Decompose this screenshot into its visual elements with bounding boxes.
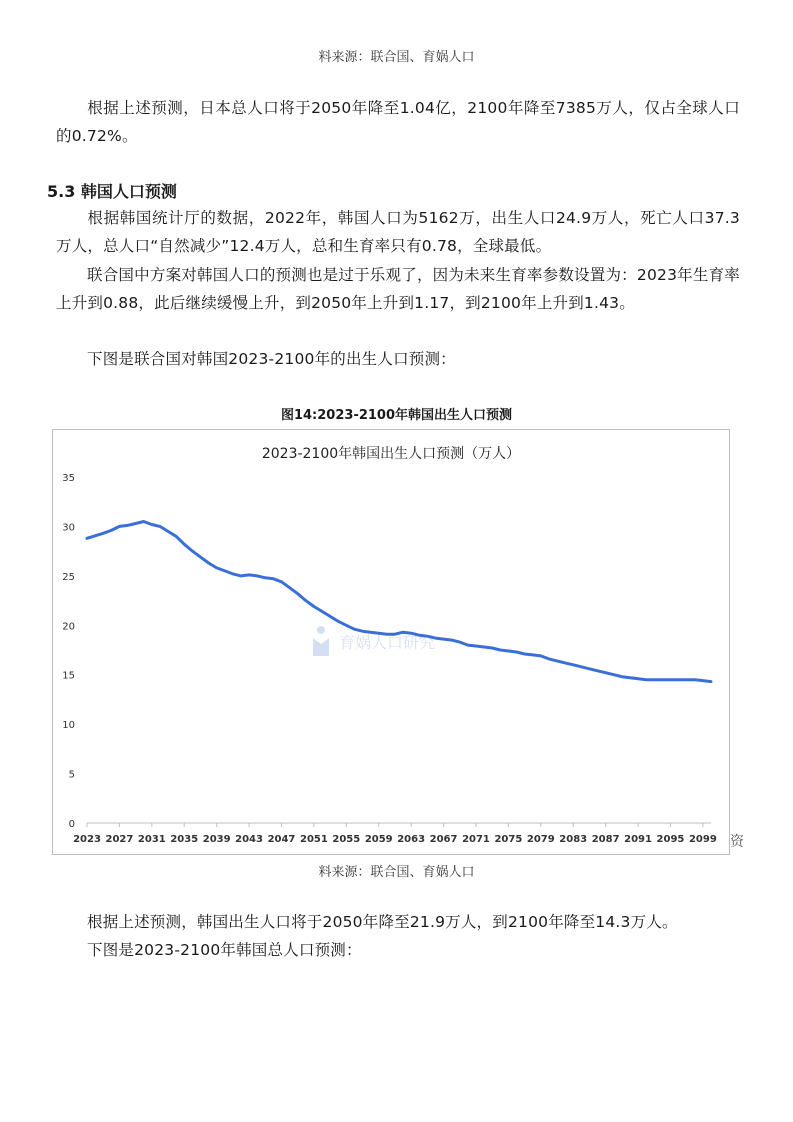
x-tick-label-2079: 2079 [526, 834, 555, 845]
x-tick-label-2067: 2067 [429, 834, 458, 845]
section-heading-korea: 5.3 韩国人口预测 [47, 182, 177, 201]
chart-title: 2023-2100年韩国出生人口预测（万人） [261, 446, 521, 462]
x-tick-label-2047: 2047 [267, 834, 296, 845]
x-tick-label-2071: 2071 [462, 834, 490, 845]
x-tick-label-2035: 2035 [170, 834, 199, 845]
paragraph-japan-text: 根据上述预测，日本总人口将于2050年降至1.04亿，2100年降至7385万人，仅占全球人口的0.72%。 [56, 99, 740, 145]
paragraph-un-forecast [56, 261, 740, 317]
x-tick-label-2051: 2051 [299, 834, 328, 845]
y-tick-label-20: 20 [62, 621, 75, 633]
x-tick-label-2087: 2087 [591, 834, 620, 845]
paragraph-un-forecast-text: 联合国中方案对韩国人口的预测也是过于乐观了，因为未来生育率参数设置为：2023年生育率上升到0.88，此后继续缓慢上升，到2050年上升到1.17，到2100年上升到1.43。 [56, 266, 740, 312]
y-tick-label-10: 10 [62, 720, 75, 732]
x-tick-label-2083: 2083 [559, 834, 588, 845]
y-tick-label-15: 15 [62, 670, 75, 682]
paragraph-chart-intro-text: 下图是联合国对韩国2023-2100年的出生人口预测： [87, 350, 456, 368]
y-tick-label-0: 0 [68, 819, 75, 830]
bottom-source-note: 料来源：联合国、育娲人口 [318, 865, 475, 880]
x-tick-label-2031: 2031 [137, 834, 166, 845]
y-tick-label-25: 25 [62, 571, 75, 583]
paragraph-korea-stats-text: 根据韩国统计厅的数据，2022年，韩国人口为5162万，出生人口24.9万人，死亡人口37.3万人，总人口“自然减少”12.4万人，总和生育率只有0.78，全球最低。 [56, 209, 740, 255]
series-line-birth-population [87, 522, 711, 682]
x-tick-label-2039: 2039 [202, 834, 231, 845]
y-tick-label-30: 30 [62, 522, 75, 534]
x-tick-label-2075: 2075 [494, 834, 523, 845]
paragraph-korea-stats [56, 204, 740, 260]
x-tick-label-2091: 2091 [624, 834, 652, 845]
paragraph-total-intro-text: 下图是2023-2100年韩国总人口预测： [87, 941, 362, 959]
x-tick-label-2023: 2023 [73, 834, 101, 845]
y-tick-label-5: 5 [68, 769, 75, 781]
x-tick-label-2059: 2059 [364, 834, 393, 845]
paragraph-japan-summary [56, 94, 740, 150]
x-tick-label-2063: 2063 [397, 834, 426, 845]
paragraph-korea-birth-summary [56, 908, 740, 936]
birth-forecast-chart [52, 429, 730, 855]
watermark-logo-shape-icon [313, 638, 329, 656]
x-tick-label-2099: 2099 [688, 834, 717, 845]
top-source-note: 料来源：联合国、育娲人口 [318, 50, 475, 65]
chart-svg [53, 430, 729, 854]
paragraph-chart-intro [56, 345, 740, 373]
y-tick-label-35: 35 [62, 473, 75, 484]
x-tick-label-2055: 2055 [332, 834, 361, 845]
watermark [313, 626, 435, 656]
stray-character: 资 [730, 834, 744, 850]
x-tick-label-2095: 2095 [656, 834, 685, 845]
x-tick-label-2027: 2027 [105, 834, 134, 845]
figure-caption: 图14:2023-2100年韩国出生人口预测 [280, 408, 513, 423]
x-tick-label-2043: 2043 [235, 834, 263, 845]
paragraph-total-intro [56, 936, 740, 964]
watermark-text: 育娲人口研究 [339, 633, 436, 652]
paragraph-korea-birth-summary-text: 根据上述预测，韩国出生人口将于2050年降至21.9万人，到2100年降至14.3万人。 [87, 913, 678, 931]
watermark-logo-icon [317, 626, 325, 634]
